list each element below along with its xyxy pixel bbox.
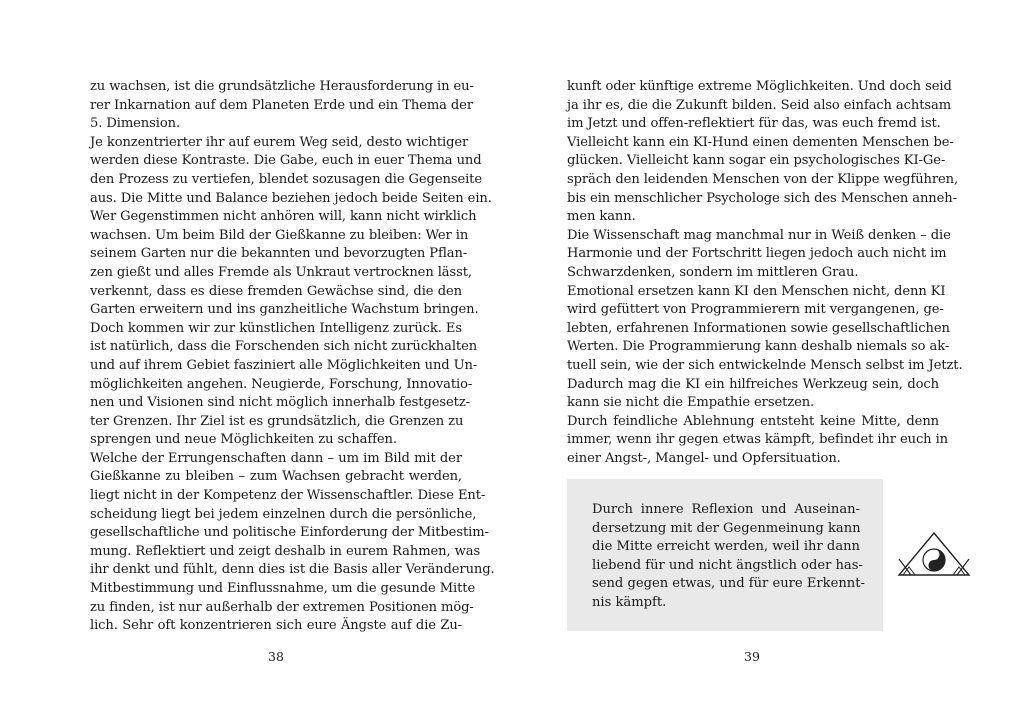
text-line: zu wachsen, ist die grundsätzliche Herausforderung in eu- [90,79,474,94]
text-line: Harmonie und der Fortschritt liegen jedoch auch nicht im [567,246,947,262]
text-line: sprengen und neue Möglichkeiten zu schaffen. [90,432,397,448]
text-line: wird gefüttert von Programmierern mit vergangenen, ge- [567,302,944,318]
text-line: Mitbestimmung und Einflussnahme, um die gesunde Mitte [90,581,476,597]
text-line: dersetzung mit der Gegenmeinung kann [592,520,861,536]
right-body-text [567,78,963,468]
text-line: und auf ihrem Gebiet fasziniert alle Möglichkeiten und Un- [90,357,478,373]
text-line: spräch den leidenden Menschen von der Klippe wegführen, [567,171,959,187]
text-line: wachsen. Um beim Bild der Gießkanne zu bleiben: Wer in [90,227,469,243]
text-line: scheidung liegt bei jedem einzelnen durch die persönliche, [90,506,477,522]
page-number-left: 38 [268,649,284,664]
right-page [512,0,1024,726]
quote-text [592,501,865,613]
text-line: zu finden, ist nur außerhalb der extremen Positionen mög- [90,599,474,615]
text-line: Gießkanne zu bleiben – zum Wachsen gebracht werden, [90,469,462,485]
page-number-right: 39 [744,649,760,664]
text-line: Wer Gegenstimmen nicht anhören will, kann nicht wirklich [90,209,477,225]
text-line: Je konzentrierter ihr auf eurem Weg seid, desto wichtiger [90,134,469,150]
text-line: im Jetzt und offen-reflektiert für das, was euch fremd ist. [567,116,941,132]
text-line: 5. Dimension. [90,116,181,132]
text-line: immer, wenn ihr gegen etwas kämpft, befindet ihr euch in [567,432,948,448]
text-line: ter Grenzen. Ihr Ziel ist es grundsätzlich, die Grenzen zu [90,413,464,429]
text-line: send gegen etwas, und für eure Erkennt- [592,576,865,592]
text-line: Werten. Die Programmierung kann deshalb niemals so ak- [567,339,950,355]
text-line: bis ein menschlicher Psychologe sich des Menschen anneh- [567,190,957,206]
text-line: rer Inkarnation auf dem Planeten Erde und ein Thema der [90,97,473,113]
text-line: Emotional ersetzen kann KI den Menschen nicht, denn KI [567,283,946,299]
text-line: men kann. [567,209,636,225]
text-line: Welche der Errungenschaften dann – um im Bild mit der [90,450,462,466]
text-line: den Prozess zu vertiefen, blendet sozusagen die Gegenseite [90,171,482,187]
text-line: Durch innere Reflexion und Auseinan- [592,502,860,517]
text-line: lebten, erfahrenen Informationen sowie gesellschaftlichen [567,320,950,336]
text-line: glücken. Vielleicht kann sogar ein psychologisches KI-Ge- [567,153,946,169]
text-line: Die Wissenschaft mag manchmal nur in Weiß denken – die [567,227,951,243]
text-line: ihr denkt und fühlt, denn dies ist die Basis aller Veränderung. [90,562,495,578]
text-line: werden diese Kontraste. Die Gabe, euch in euer Thema und [90,153,482,169]
text-line: seinem Garten nur die bekannten und bevorzugten Pflan- [90,246,468,262]
left-body-text [90,78,495,636]
text-line: nen und Visionen sind nicht möglich innerhalb festgesetz- [90,395,470,411]
text-line: ist natürlich, dass die Forschenden sich nicht zurückhalten [90,339,478,355]
text-line: lich. Sehr oft konzentrieren sich eure Ängste auf die Zu- [90,618,462,634]
text-line: nis kämpft. [592,594,667,610]
text-line: ja ihr es, die die Zukunft bilden. Seid also einfach achtsam [567,97,952,113]
text-line: aus. Die Mitte und Balance beziehen jedoch beide Seiten ein. [90,190,492,206]
text-line: Garten erweitern und ins ganzheitliche Wachstum bringen. [90,302,479,318]
text-line: liebend für und nicht ängstlich oder has- [592,557,863,573]
text-line: möglichkeiten angehen. Neugierde, Forschung, Innovatio- [90,376,473,392]
quote-box [567,479,883,631]
text-line: mung. Reflektiert und zeigt deshalb in eurem Rahmen, was [90,543,481,559]
text-line: die Mitte erreicht werden, weil ihr dann [592,539,860,555]
text-line: einer Angst-, Mangel- und Opfersituation. [567,450,841,466]
text-line: zen gießt und alles Fremde als Unkraut vertrocknen lässt, [90,264,472,280]
text-line: Durch feindliche Ablehnung entsteht keine Mitte, denn [567,413,939,429]
text-line: verkennt, dass es diese fremden Gewächse sind, die den [90,283,462,299]
yin-yang-triangle-icon [897,531,971,579]
text-line: gesellschaftliche und politische Einforderung der Mitbestim- [90,525,489,541]
text-line: Vielleicht kann ein KI-Hund einen dementen Menschen be- [567,134,954,150]
text-line: Schwarzdenken, sondern im mittleren Grau. [567,264,859,280]
text-line: Doch kommen wir zur künstlichen Intelligenz zurück. Es [90,320,462,336]
text-line: Dadurch mag die KI ein hilfreiches Werkzeug sein, doch [567,376,939,392]
text-line: kann sie nicht die Empathie ersetzen. [567,395,815,411]
text-line: liegt nicht in der Kompetenz der Wissenschaftler. Diese Ent- [90,488,486,504]
text-line: tuell sein, wie der sich entwickelnde Mensch selbst im Jetzt. [567,357,963,373]
text-line: kunft oder künftige extreme Möglichkeiten. Und doch seid [567,79,952,94]
